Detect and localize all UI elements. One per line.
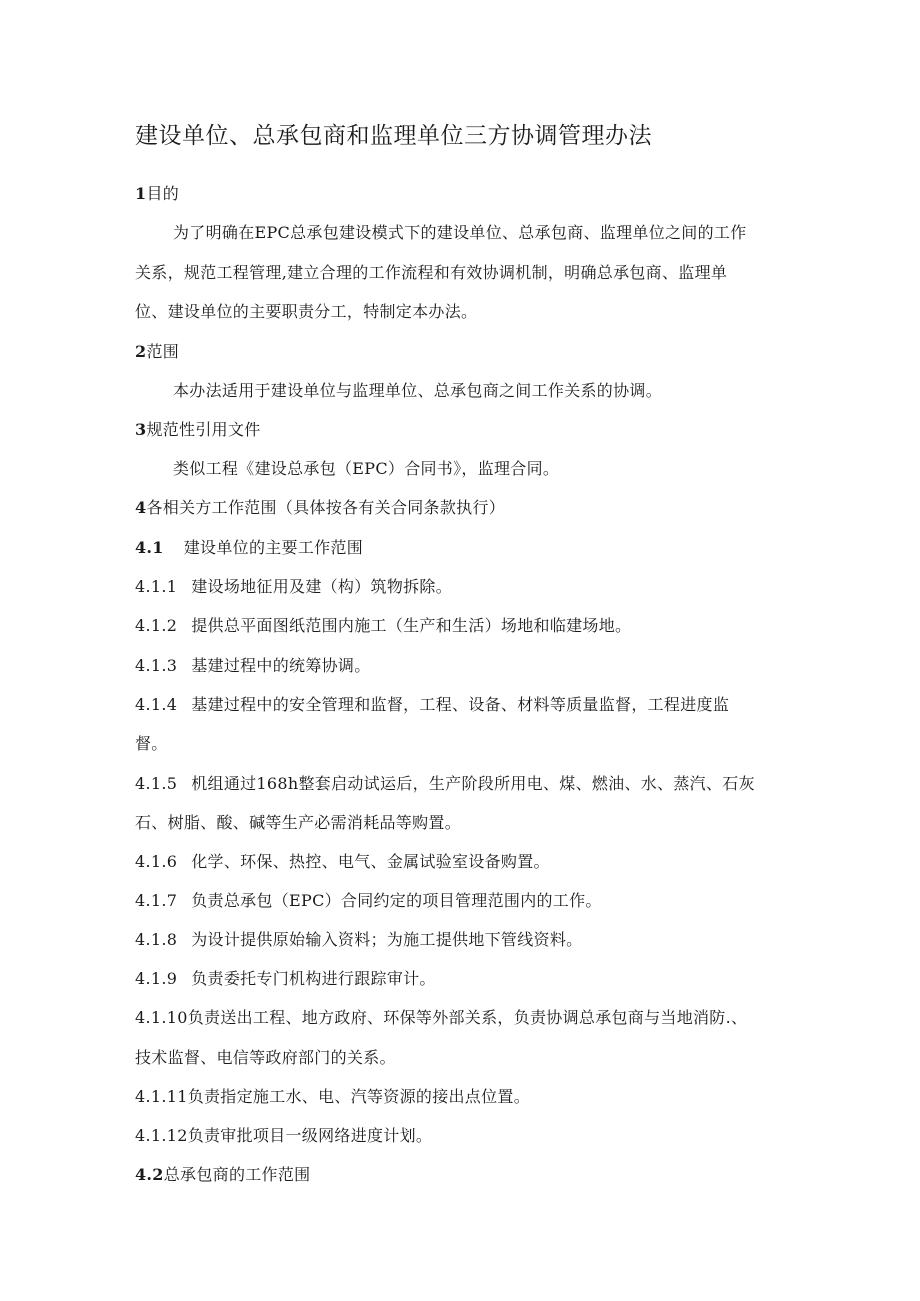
- document-title: 建设单位、总承包商和监理单位三方协调管理办法: [135, 123, 652, 149]
- clause-line: [135, 653, 371, 676]
- clause-number: 4.1.6: [135, 852, 178, 871]
- section-heading-2: [135, 339, 179, 362]
- clause-line: [135, 888, 602, 911]
- clause-number: 4.1.9: [135, 969, 178, 988]
- clause-number: 4.1.3: [135, 656, 178, 675]
- section-number: 4.1: [135, 538, 164, 557]
- clause-line: [135, 966, 436, 989]
- clause-line: [135, 692, 729, 715]
- clause-number: 4.1.7: [135, 891, 178, 910]
- clause-line: [135, 613, 631, 636]
- paragraph-line: 位、建设单位的主要职责分工，特制定本办法。: [135, 302, 478, 321]
- clause-text: 提供总平面图纸范围内施工（生产和生活）场地和临建场地。: [191, 616, 632, 635]
- section-title: 各相关方工作范围（具体按各有关合同条款执行）: [146, 498, 506, 517]
- section-heading-1: [135, 181, 179, 204]
- clause-continuation: 技术监督、电信等政府部门的关系。: [135, 1048, 396, 1067]
- clause-line: [135, 849, 550, 872]
- clause-text: 基建过程中的安全管理和监督，工程、设备、材料等质量监督，工程进度监: [191, 695, 730, 714]
- section-heading-4: [135, 495, 505, 518]
- subsection-heading-4-2: [135, 1162, 310, 1185]
- section-number: 1: [135, 184, 147, 203]
- clause-text: 基建过程中的统筹协调。: [191, 656, 371, 675]
- section-title: 总承包商的工作范围: [163, 1165, 311, 1184]
- clause-number: 4.1.11: [135, 1087, 188, 1106]
- section-number: 4.2: [135, 1165, 164, 1184]
- clause-number: 4.1.2: [135, 616, 178, 635]
- clause-text: 负责总承包（EPC）合同约定的项目管理范围内的工作。: [191, 891, 602, 910]
- section-title: 规范性引用文件: [146, 420, 261, 439]
- paragraph-line: 类似工程《建设总承包（EPC）合同书》，监理合同。: [173, 459, 560, 478]
- paragraph-line: 本办法适用于建设单位与监理单位、总承包商之间工作关系的协调。: [173, 381, 663, 400]
- clause-number: 4.1.4: [135, 695, 178, 714]
- clause-number: 4.1.8: [135, 930, 178, 949]
- clause-number: 4.1.10: [135, 1008, 188, 1027]
- clause-line: [135, 927, 582, 950]
- clause-line: [135, 1084, 530, 1107]
- clause-number: 4.1.12: [135, 1126, 188, 1145]
- clause-number: 4.1.1: [135, 577, 178, 596]
- section-title: 范围: [146, 342, 180, 361]
- clause-text: 负责委托专门机构进行跟踪审计。: [191, 969, 436, 988]
- clause-text: 负责指定施工水、电、汽等资源的接出点位置。: [187, 1087, 531, 1106]
- clause-text: 负责送出工程、地方政府、环保等外部关系，负责协调总承包商与当地消防.、: [187, 1008, 748, 1027]
- clause-line: [135, 1123, 432, 1146]
- subsection-heading-4-1: [135, 535, 363, 558]
- clause-text: 负责审批项目一级网络进度计划。: [187, 1126, 433, 1145]
- clause-text: 机组通过168h整套启动试运后，生产阶段所用电、煤、燃油、水、蒸汽、石灰: [191, 774, 755, 793]
- clause-text: 化学、环保、热控、电气、金属试验室设备购置。: [191, 852, 550, 871]
- clause-text: 为设计提供原始输入资料；为施工提供地下管线资料。: [191, 930, 583, 949]
- clause-line: [135, 771, 755, 794]
- section-heading-3: [135, 417, 261, 440]
- section-number: 4: [135, 498, 147, 517]
- section-number: 3: [135, 420, 147, 439]
- section-title: 建设单位的主要工作范围: [183, 538, 364, 557]
- clause-line: [135, 1005, 747, 1028]
- clause-text: 建设场地征用及建（构）筑物拆除。: [191, 577, 453, 596]
- paragraph-line: 关系，规范工程管理,建立合理的工作流程和有效协调机制，明确总承包商、监理单: [135, 263, 728, 282]
- section-title: 目的: [146, 184, 180, 203]
- paragraph-line: 为了明确在EPC总承包建设模式下的建设单位、总承包商、监理单位之间的工作: [173, 223, 747, 242]
- section-number: 2: [135, 342, 147, 361]
- clause-line: [135, 574, 452, 597]
- clause-continuation: 督。: [135, 734, 168, 753]
- clause-continuation: 石、树脂、酸、碱等生产必需消耗品等购置。: [135, 813, 462, 832]
- clause-number: 4.1.5: [135, 774, 178, 793]
